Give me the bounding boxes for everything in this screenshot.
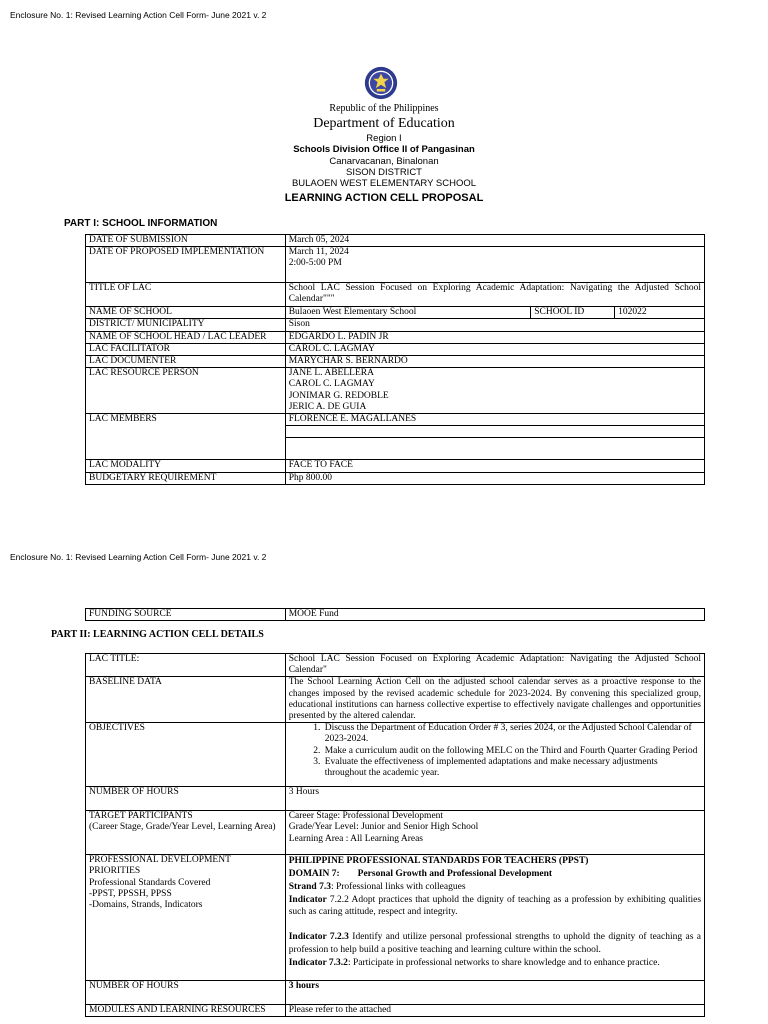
value-budget: Php 800.00 (285, 472, 704, 484)
label-lac-members: LAC MEMBERS (86, 414, 286, 460)
empty-member-row (285, 438, 704, 460)
header-region: Region I (366, 133, 402, 144)
strand-label: Strand 7.3 (288, 881, 331, 892)
value-lac-title: School LAC Session Focused on Exploring Academic Adaptation: Navigating the Adjusted School Calendar" (285, 654, 704, 677)
label-modality: LAC MODALITY (86, 460, 286, 472)
label-domains: -Domains, Strands, Indicators (89, 900, 203, 911)
label-target-sub: (Career Stage, Grade/Year Level, Learning Area) (89, 822, 276, 833)
domain-label: DOMAIN 7: (288, 869, 340, 880)
label-lac-title: LAC TITLE: (86, 654, 286, 677)
value-modality: FACE TO FACE (285, 460, 704, 472)
indicator-1-label: Indicator (288, 894, 327, 905)
value-funding: MOOE Fund (285, 609, 704, 621)
objectives-list (289, 723, 701, 779)
label-hours: NUMBER OF HOURS (86, 787, 286, 811)
resource-person: JANE L. ABELLERA (288, 368, 374, 379)
header-department: Department of Education (313, 116, 455, 131)
value-baseline: The School Learning Action Cell on the adjusted school calendar serves as a proactive response to the changes imposed by the revised academic schedule for 2023-2024. By convening this specialized group, educational institutions can harness collective expertise to effectively navigate challenges and opportunities presented by the altered calendar. (285, 677, 704, 723)
value-grade-level: Grade/Year Level: Junior and Senior High School (288, 822, 479, 833)
value-learning-area: Learning Area : All Learning Areas (288, 833, 423, 844)
label-funding: FUNDING SOURCE (86, 609, 286, 621)
label-school-id: SCHOOL ID (531, 307, 615, 319)
header-school: BULAOEN WEST ELEMENTARY SCHOOL (291, 178, 477, 189)
value-district: Sison (285, 319, 704, 331)
label-standards: Professional Standards Covered (89, 877, 211, 888)
label-school-name: NAME OF SCHOOL (86, 307, 286, 319)
indicator-1-number: 7.2.2 (326, 894, 349, 905)
label-documenter: LAC DOCUMENTER (86, 356, 286, 368)
label-district: DISTRICT/ MUNICIPALITY (86, 319, 286, 331)
header-division: Schools Division Office II of Pangasinan (293, 144, 475, 155)
value-school-id: 102022 (615, 307, 705, 319)
value-career-stage: Career Stage: Professional Development (288, 811, 444, 822)
value-date-submission: March 05, 2024 (285, 235, 704, 247)
value-implementation-time: 2:00-5:00 PM (288, 258, 342, 269)
label-school-head: NAME OF SCHOOL HEAD / LAC LEADER (86, 331, 286, 343)
enclosure-note: Enclosure No. 1: Revised Learning Action Cell Form- June 2021 v. 2 (10, 10, 267, 20)
indicator-3-text: : Participate in professional networks to share knowledge and to enhance practice. (347, 957, 660, 968)
indicator-2-label: Indicator 7.2.3 (288, 932, 349, 943)
objective-item: 2. Make a curriculum audit on the following MELC on the Third and Fourth Quarter Grading Period (323, 746, 701, 757)
label-date-implementation: DATE OF PROPOSED IMPLEMENTATION (86, 247, 286, 283)
enclosure-note: Enclosure No. 1: Revised Learning Action Cell Form- June 2021 v. 2 (10, 552, 267, 562)
lac-details-table (85, 653, 705, 1017)
label-resource-person: LAC RESOURCE PERSON (86, 368, 286, 414)
value-lac-member: FLORENCE E. MAGALLANES (285, 414, 704, 426)
value-school-name: Bulaoen West Elementary School (285, 307, 531, 319)
value-title-lac: School LAC Session Focused on Exploring Academic Adaptation: Navigating the Adjusted School Calendar""" (285, 283, 704, 307)
value-modules: Please refer to the attached (285, 1005, 704, 1017)
resource-person: CAROL C. LAGMAY (288, 379, 375, 390)
form-title: LEARNING ACTION CELL PROPOSAL (284, 192, 484, 204)
part1-heading: PART I: SCHOOL INFORMATION (64, 218, 218, 229)
label-date-submission: DATE OF SUBMISSION (86, 235, 286, 247)
funding-table (85, 608, 705, 621)
value-hours-2: 3 hours (285, 981, 704, 1005)
label-modules: MODULES AND LEARNING RESOURCES (86, 1005, 286, 1017)
value-implementation-date: March 11, 2024 (288, 247, 349, 258)
label-title-lac: TITLE OF LAC (86, 283, 286, 307)
part2-heading: PART II: LEARNING ACTION CELL DETAILS (51, 629, 264, 640)
value-documenter: MARYCHAR S. BERNARDO (285, 356, 704, 368)
label-target: TARGET PARTICIPANTS (89, 811, 193, 822)
label-pd-priorities: PRIORITIES (89, 866, 141, 877)
indicator-3-label: Indicator 7.3.2 (288, 957, 348, 968)
deped-seal-icon (364, 66, 398, 100)
label-standards-list: -PPST, PPSSH, PPSS (89, 888, 172, 899)
school-info-table (85, 234, 705, 485)
header-republic: Republic of the Philippines (329, 103, 439, 114)
strand-text: : Professional links with colleagues (330, 881, 466, 892)
empty-member-row (285, 426, 704, 438)
label-baseline: BASELINE DATA (86, 677, 286, 723)
ppst-heading: PHILIPPINE PROFESSIONAL STANDARDS FOR TEACHERS (PPST) (288, 856, 589, 867)
label-facilitator: LAC FACILITATOR (86, 343, 286, 355)
objective-item: 3. Evaluate the effectiveness of implemented adaptations and make necessary adjustments throughout the academic year. (323, 757, 701, 779)
indicator-2-text: Identify and utilize personal professional strengths to uphold the dignity of teaching as a profession to help build a positive teaching and learning culture within the school. (288, 932, 701, 956)
label-pd: PROFESSIONAL DEVELOPMENT (89, 855, 231, 866)
objective-item: 1. Discuss the Department of Education Order # 3, series 2024, or the Adjusted School Calendar of 2023-2024. (323, 723, 701, 745)
domain-text: Personal Growth and Professional Development (357, 869, 553, 880)
label-hours-2: NUMBER OF HOURS (86, 981, 286, 1005)
header-address: Canarvacanan, Binalonan (329, 156, 439, 167)
label-budget: BUDGETARY REQUIREMENT (86, 472, 286, 484)
indicator-1-text: Adopt practices that uphold the dignity of teaching as a profession by exhibiting qualities such as caring attitude, respect and integrity. (288, 894, 702, 918)
value-hours: 3 Hours (285, 787, 704, 811)
value-school-head: EDGARDO L. PADIN JR (285, 331, 704, 343)
label-objectives: OBJECTIVES (86, 723, 286, 787)
value-facilitator: CAROL C. LAGMAY (285, 343, 704, 355)
resource-person: JONIMAR G. REDOBLE (288, 390, 389, 401)
resource-person: JERIC A. DE GUIA (288, 401, 367, 412)
header-district: SISON DISTRICT (345, 167, 422, 178)
